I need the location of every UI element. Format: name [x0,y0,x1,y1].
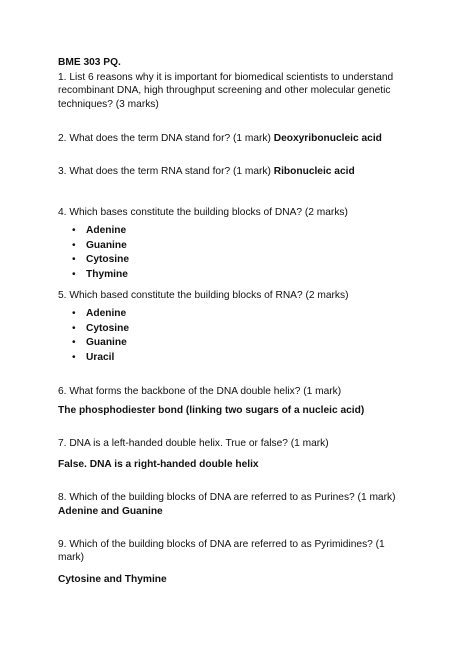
answer-7: False. DNA is a right-handed double helix [58,459,259,470]
answer-5-list [58,307,358,365]
list-item: • Cytosine [58,322,358,337]
answer-9: Cytosine and Thymine [58,574,167,585]
list-item: • Guanine [58,336,358,351]
answer-3: Ribonucleic acid [273,166,355,177]
answer-6: The phosphodiester bond (linking two sugars of a nucleic acid) [58,405,365,416]
list-item: • Adenine [58,224,358,239]
bullet-icon: • [72,351,76,363]
bullet-icon: • [72,254,76,266]
answer-2: Deoxyribonucleic acid [273,133,382,144]
list-item: • Adenine [58,307,358,322]
bullet-icon: • [72,239,76,251]
bullet-icon: • [72,268,76,280]
question-3-text: 3. What does the term RNA stand for? (1 mark) [58,166,271,177]
question-5: 5. Which based constitute the building blocks of RNA? (2 marks) [58,290,349,301]
question-3 [58,165,428,178]
answer-8: Adenine and Guanine [58,506,163,517]
bullet-icon: • [72,337,76,349]
question-7: 7. DNA is a left-handed double helix. True or false? (1 mark) [58,438,329,449]
list-item: • Guanine [58,239,358,254]
list-item: • Cytosine [58,253,358,268]
bullet-icon: • [72,322,76,334]
question-8: 8. Which of the building blocks of DNA are referred to as Purines? (1 mark) [58,492,396,503]
question-4: 4. Which bases constitute the building blocks of DNA? (2 marks) [58,207,348,218]
answer-4-list [58,224,358,282]
question-2-text: 2. What does the term DNA stand for? (1 mark) [58,133,271,144]
question-9: 9. Which of the building blocks of DNA are referred to as Pyrimidines? (1 mark) [58,539,385,564]
list-item: • Uracil [58,351,358,366]
list-item: • Thymine [58,268,358,283]
question-1: 1. List 6 reasons why it is important for biomedical scientists to understand recombinant DNA, high throughput screening and other molecular genetic techniques? (3 marks) [58,72,394,110]
bullet-icon: • [72,225,76,236]
document-title: BME 303 PQ. [58,57,121,68]
bullet-icon: • [72,308,76,319]
question-6: 6. What forms the backbone of the DNA double helix? (1 mark) [58,386,342,397]
question-2 [58,132,428,145]
